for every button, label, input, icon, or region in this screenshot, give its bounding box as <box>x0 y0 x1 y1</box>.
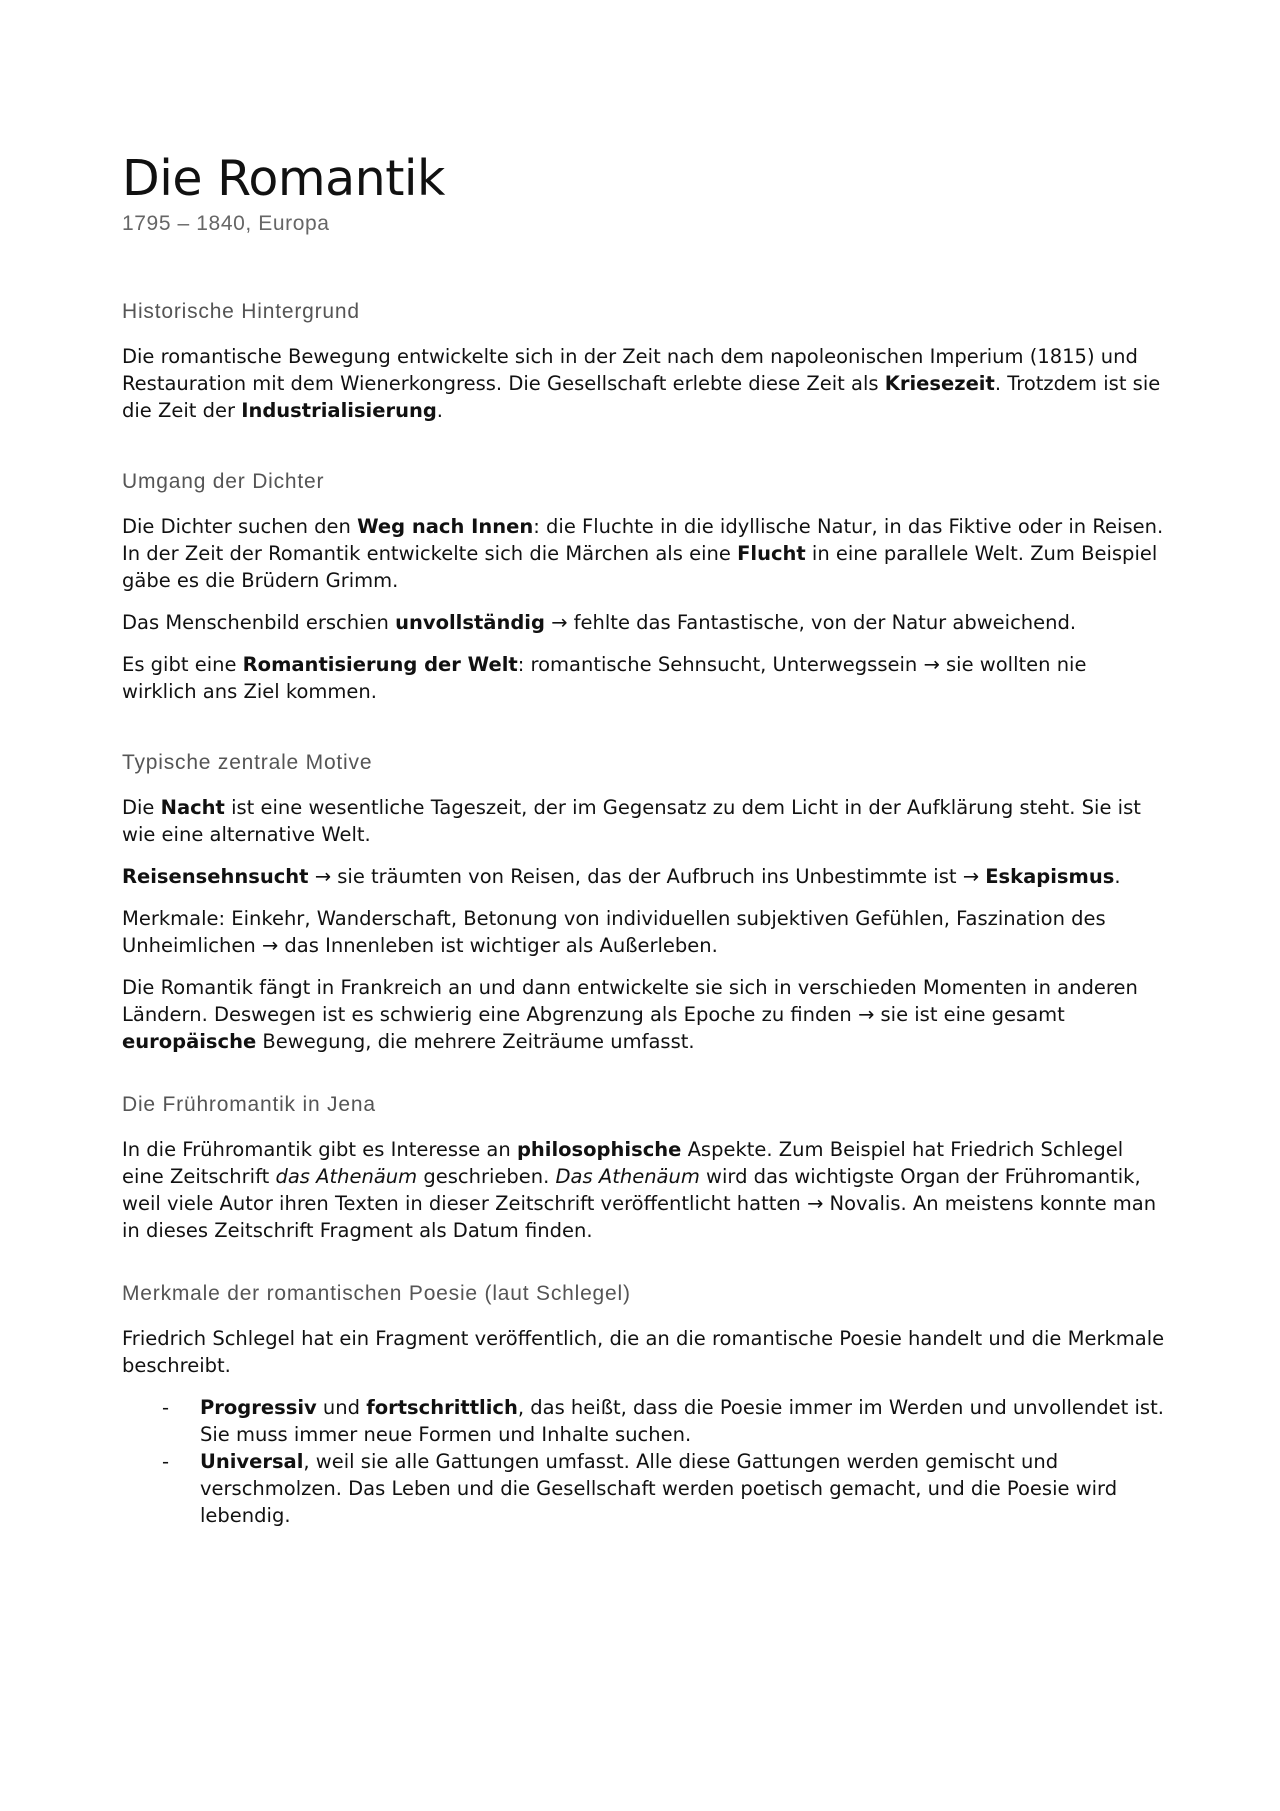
paragraph <box>122 974 1167 1055</box>
bold-text: Industrialisierung <box>241 399 437 422</box>
list-item <box>122 1394 1167 1448</box>
italic-text: Das Athenäum <box>555 1165 700 1188</box>
bold-text: fortschrittlich <box>366 1396 518 1419</box>
document-content <box>122 150 1167 1529</box>
bold-text: Nacht <box>160 796 225 819</box>
bold-text: europäische <box>122 1030 257 1053</box>
text-run: : romantische Sehnsucht, Unterwegssein → sie wollten nie wirklich ans Ziel kommen. <box>122 653 1087 703</box>
text-run: und <box>316 1396 367 1419</box>
paragraph <box>122 1136 1167 1244</box>
text-run: Merkmale: Einkehr, Wanderschaft, Betonung von individuellen subjektiven Gefühlen, Faszination des Unheimlichen → das Innenleben ist wichtiger als Außerleben. <box>122 907 1106 957</box>
italic-text: das Athenäum <box>275 1165 418 1188</box>
text-run: Die Romantik fängt in Frankreich an und dann entwickelte sie sich in verschieden Momenten in anderen Ländern. Deswegen ist es schwierig eine Abgrenzung als Epoche zu finden → sie ist eine gesamt <box>122 976 1138 1026</box>
section <box>122 468 1167 705</box>
paragraph <box>122 651 1167 705</box>
section-heading: Historische Hintergrund <box>122 300 360 323</box>
text-run: . <box>436 399 443 422</box>
paragraph <box>122 513 1167 594</box>
paragraph <box>122 794 1167 848</box>
text-run: , weil sie alle Gattungen umfasst. Alle diese Gattungen werden gemischt und verschmolzen. Das Leben und die Gesellschaft werden poetisch gemacht, und die Poesie wird lebendig. <box>200 1450 1118 1527</box>
text-run: Die Dichter suchen den <box>122 515 358 538</box>
bold-text: Eskapismus <box>985 865 1115 888</box>
bold-text: Romantisierung der Welt <box>242 653 518 676</box>
paragraph <box>122 343 1167 424</box>
text-run: → sie träumten von Reisen, das der Aufbruch ins Unbestimmte ist → <box>308 865 986 888</box>
section <box>122 298 1167 424</box>
text-run: → fehlte das Fantastische, von der Natur abweichend. <box>544 611 1077 634</box>
page-subtitle: 1795 – 1840, Europa <box>122 212 330 235</box>
text-run: Aspekte. Zum Beispiel hat Friedrich Schlegel eine Zeitschrift <box>122 1138 1124 1188</box>
text-run: Friedrich Schlegel hat ein Fragment veröffentlich, die an die romantische Poesie handelt und die Merkmale beschreibt. <box>122 1327 1165 1377</box>
bold-text: philosophische <box>516 1138 682 1161</box>
text-run: . Trotzdem ist sie die Zeit der <box>122 372 1161 422</box>
bullet-list <box>122 1394 1167 1529</box>
section <box>122 749 1167 1055</box>
paragraph <box>122 1325 1167 1379</box>
bold-text: Progressiv <box>200 1396 317 1419</box>
text-run: in eine parallele Welt. Zum Beispiel gäbe es die Brüdern Grimm. <box>122 542 1158 592</box>
list-item <box>122 1448 1167 1529</box>
bold-text: Kriesezeit <box>884 372 995 395</box>
section <box>122 1280 1167 1529</box>
text-run: wird das wichtigste Organ der Frühromantik, weil viele Autor ihren Texten in dieser Zeitschrift veröffentlicht hatten → Novalis. An meistens konnte man in dieses Zeitschrift Fragment als Datum finden. <box>122 1165 1157 1242</box>
text-run: ist eine wesentliche Tageszeit, der im Gegensatz zu dem Licht in der Aufklärung steht. Sie ist wie eine alternative Welt. <box>122 796 1141 846</box>
text-run: , das heißt, dass die Poesie immer im Werden und unvollendet ist. Sie muss immer neue Formen und Inhalte suchen. <box>200 1396 1164 1446</box>
dash-bullet-icon: - <box>162 1450 170 1473</box>
section-heading: Umgang der Dichter <box>122 470 325 493</box>
paragraph <box>122 609 1167 636</box>
sections-container <box>122 298 1167 1529</box>
bold-text: Reisensehnsucht <box>122 865 309 888</box>
text-run: Es gibt eine <box>122 653 243 676</box>
paragraph <box>122 905 1167 959</box>
paragraph <box>122 863 1167 890</box>
bold-text: unvollständig <box>395 611 545 634</box>
text-run: Bewegung, die mehrere Zeiträume umfasst. <box>256 1030 695 1053</box>
text-run: In die Frühromantik gibt es Interesse an <box>122 1138 517 1161</box>
text-run: : die Fluchte in die idyllische Natur, in das Fiktive oder in Reisen. In der Zeit der Romantik entwickelte sich die Märchen als eine <box>122 515 1164 565</box>
page-title: Die Romantik <box>122 150 445 207</box>
section <box>122 1091 1167 1244</box>
section-heading: Die Frühromantik in Jena <box>122 1093 376 1116</box>
bold-text: Weg nach Innen <box>357 515 534 538</box>
text-run: Die <box>122 796 161 819</box>
text-run: . <box>1114 865 1121 888</box>
text-run: Die romantische Bewegung entwickelte sich in der Zeit nach dem napoleonischen Imperium (1815) und Restauration mit dem Wienerkongress. Die Gesellschaft erlebte diese Zeit als <box>122 345 1138 395</box>
section-heading: Typische zentrale Motive <box>122 751 373 774</box>
text-run: Das Menschenbild erschien <box>122 611 396 634</box>
bold-text: Universal <box>200 1450 304 1473</box>
section-heading: Merkmale der romantischen Poesie (laut Schlegel) <box>122 1282 631 1305</box>
text-run: geschrieben. <box>417 1165 556 1188</box>
dash-bullet-icon: - <box>162 1396 170 1419</box>
bold-text: Flucht <box>737 542 806 565</box>
